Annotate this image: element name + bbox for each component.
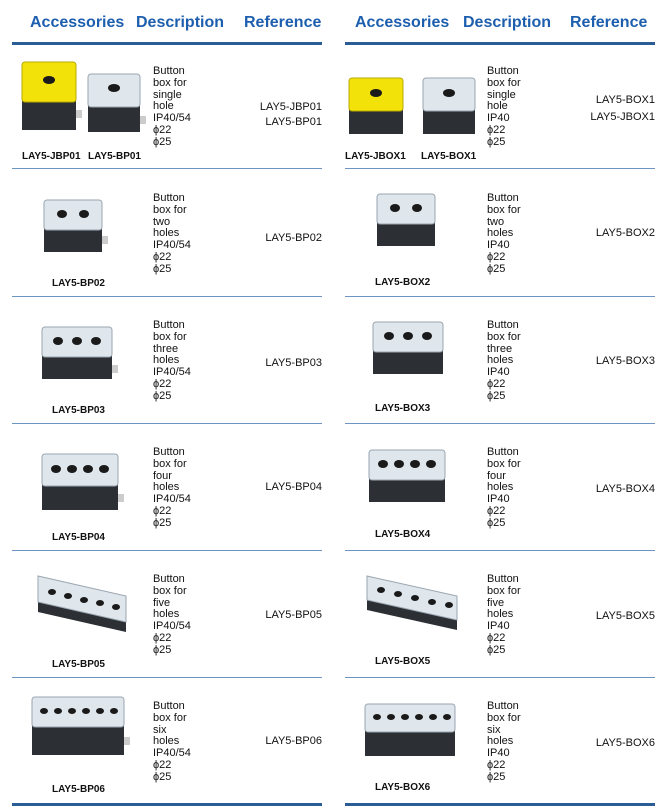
caption: LAY5-BOX5 xyxy=(375,656,431,667)
reference: LAY5-BOX3 xyxy=(595,355,655,367)
yellow-box-image xyxy=(20,60,82,135)
row-divider xyxy=(345,168,655,169)
row-divider xyxy=(12,677,322,678)
reference: LAY5-BOX4 xyxy=(595,483,655,495)
bottom-rule xyxy=(12,803,322,806)
description: Button box for single hole IP40/54 ϕ22 ϕ25 xyxy=(153,65,191,148)
header-description: Description xyxy=(463,14,552,31)
box-image-4-holes xyxy=(367,448,451,506)
reference: LAY5-BP03 xyxy=(265,357,322,369)
caption: LAY5-BOX4 xyxy=(375,529,431,540)
description: Button box for two holes IP40/54 ϕ22 ϕ25 xyxy=(153,192,191,275)
grey-box-image xyxy=(86,72,146,137)
description: Button box for three holes IP40 ϕ22 ϕ25 xyxy=(487,319,521,402)
description: Button box for five holes IP40/54 ϕ22 ϕ25 xyxy=(153,573,191,656)
caption: LAY5-BP01 xyxy=(88,151,141,162)
box-image-2-holes xyxy=(375,192,441,250)
description: Button box for single hole IP40 ϕ22 ϕ25 xyxy=(487,65,521,148)
caption: LAY5-BP02 xyxy=(52,278,105,289)
row-divider xyxy=(345,550,655,551)
header-reference: Reference xyxy=(244,14,322,31)
reference: LAY5-BOX6 xyxy=(595,737,655,749)
description: Button box for three holes IP40/54 ϕ22 ϕ25 xyxy=(153,319,191,402)
reference: LAY5-BP02 xyxy=(265,232,322,244)
header-reference: Reference xyxy=(570,14,648,31)
header-rule xyxy=(12,42,322,45)
box-image-3-holes xyxy=(371,320,449,378)
description: Button box for six holes IP40 ϕ22 ϕ25 xyxy=(487,700,521,783)
header-rule xyxy=(345,42,655,45)
box-image-5-holes xyxy=(32,570,130,634)
header-accessories: Accessories xyxy=(30,14,125,31)
caption: LAY5-BP03 xyxy=(52,405,105,416)
caption: LAY5-JBOX1 xyxy=(345,151,406,162)
box-image-6-holes xyxy=(28,693,132,763)
left-table xyxy=(12,0,322,812)
reference: LAY5-BP06 xyxy=(265,735,322,747)
caption: LAY5-BP06 xyxy=(52,784,105,795)
bottom-rule xyxy=(345,803,655,806)
box-image-6-holes xyxy=(361,700,461,762)
box-image-3-holes xyxy=(40,325,118,383)
reference: LAY5-BOX1 LAY5-JBOX1 xyxy=(590,94,655,123)
yellow-box-image xyxy=(347,76,409,138)
grey-box-image xyxy=(421,76,481,138)
row-divider xyxy=(345,677,655,678)
reference: LAY5-BP04 xyxy=(265,481,322,493)
box-image-5-holes xyxy=(363,572,463,634)
box-image-2-holes xyxy=(42,198,108,256)
header-description: Description xyxy=(136,14,225,31)
description: Button box for five holes IP40 ϕ22 ϕ25 xyxy=(487,573,521,656)
header-accessories: Accessories xyxy=(355,14,450,31)
row-divider xyxy=(12,423,322,424)
caption: LAY5-BOX3 xyxy=(375,403,431,414)
row-divider xyxy=(12,296,322,297)
caption: LAY5-BP05 xyxy=(52,659,105,670)
row-divider xyxy=(345,423,655,424)
box-image-4-holes xyxy=(40,452,124,514)
description: Button box for six holes IP40/54 ϕ22 ϕ25 xyxy=(153,700,191,783)
right-table xyxy=(345,0,655,812)
caption: LAY5-JBP01 xyxy=(22,151,81,162)
caption: LAY5-BOX6 xyxy=(375,782,431,793)
reference: LAY5-JBP01 LAY5-BP01 xyxy=(259,101,322,128)
description: Button box for two holes IP40 ϕ22 ϕ25 xyxy=(487,192,521,275)
caption: LAY5-BOX2 xyxy=(375,277,431,288)
reference: LAY5-BOX5 xyxy=(595,610,655,622)
row-divider xyxy=(345,296,655,297)
row-divider xyxy=(12,550,322,551)
row-divider xyxy=(12,168,322,169)
caption: LAY5-BP04 xyxy=(52,532,105,543)
caption: LAY5-BOX1 xyxy=(421,151,477,162)
reference: LAY5-BOX2 xyxy=(595,227,655,239)
description: Button box for four holes IP40/54 ϕ22 ϕ25 xyxy=(153,446,191,529)
description: Button box for four holes IP40 ϕ22 ϕ25 xyxy=(487,446,521,529)
reference: LAY5-BP05 xyxy=(265,609,322,621)
